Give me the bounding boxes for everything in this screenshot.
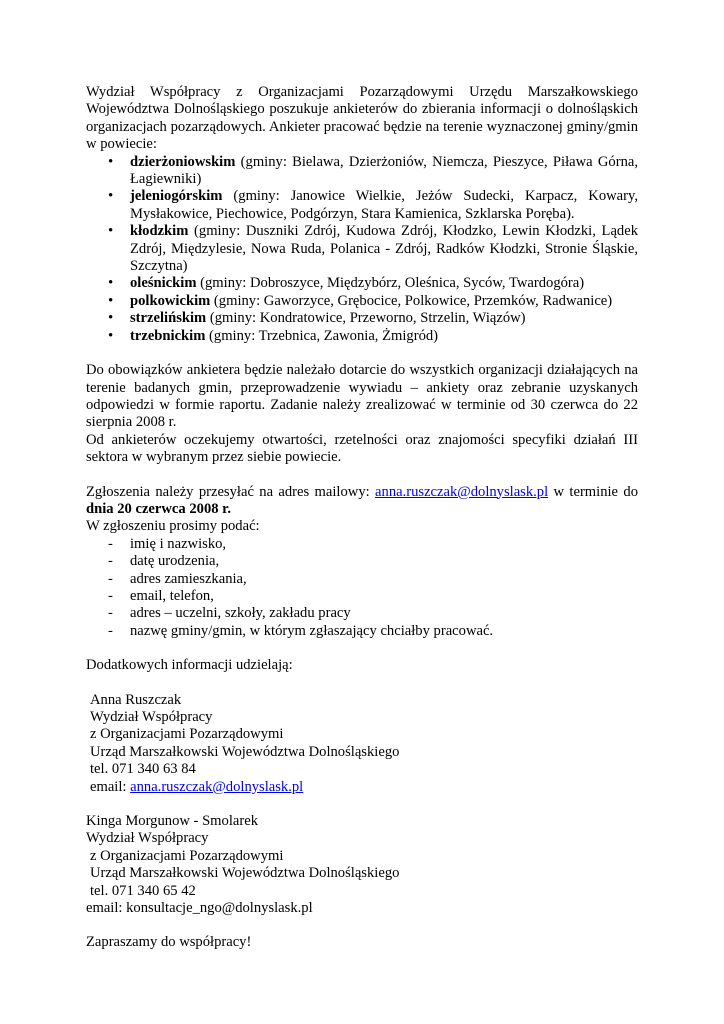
list-item: • dzierżoniowskim (gminy: Bielawa, Dzierżoniów, Niemcza, Pieszyce, Piława Górna, Łagiewniki) xyxy=(130,154,638,189)
list-item: - email, telefon, xyxy=(130,588,638,605)
contact-name: Kinga Morgunow - Smolarek xyxy=(86,813,258,830)
contact-office: Urząd Marszałkowski Województwa Dolnośląskiego xyxy=(90,865,400,882)
contact-office: Urząd Marszałkowski Województwa Dolnośląskiego xyxy=(90,743,400,760)
district-list xyxy=(86,154,638,345)
contact-phone: tel. 071 340 65 42 xyxy=(90,882,196,899)
list-item: - adres zamieszkania, xyxy=(130,571,638,588)
info-intro: Dodatkowych informacji udzielają: xyxy=(86,657,293,674)
contact-block-1 xyxy=(86,692,638,796)
list-item: • jeleniogórskim (gminy: Janowice Wielkie, Jeżów Sudecki, Karpacz, Kowary, Mysłakowice, Piechowice, Podgórzyn, Stara Kamienica, Szklarska Poręba). xyxy=(130,188,638,223)
contact-block-2 xyxy=(86,813,638,917)
expectations-paragraph: Od ankieterów oczekujemy otwartości, rzetelności oraz znajomości specyfiki działań III sektora w wybranym przez siebie powiecie. xyxy=(86,431,638,466)
list-item: - imię i nazwisko, xyxy=(130,536,638,553)
list-item: • strzelińskim (gminy: Kondratowice, Przeworno, Strzelin, Wiązów) xyxy=(130,310,638,327)
list-item: • kłodzkim (gminy: Duszniki Zdrój, Kudowa Zdrój, Kłodzko, Lewin Kłodzki, Lądek Zdrój, Międzylesie, Nowa Ruda, Polanica - Zdrój, Radków Kłodzki, Stronie Śląskie, Szczytna) xyxy=(130,223,638,275)
list-item: - adres – uczelni, szkoły, zakładu pracy xyxy=(130,605,638,622)
closing-line: Zapraszamy do współpracy! xyxy=(86,934,252,951)
intro-paragraph: Wydział Współpracy z Organizacjami Pozarządowymi Urzędu Marszałkowskiego Województwa Dolnośląskiego poszukuje ankieterów do zbierania informacji o dolnośląskich organizacjach pozarządowych. Ankieter pracować będzie na terenie wyznaczonej gminy/gmin w powiecie: xyxy=(86,84,638,153)
list-item: - datę urodzenia, xyxy=(130,553,638,570)
application-paragraph: Zgłoszenia należy przesyłać na adres mailowy: anna.ruszczak@dolnyslask.pl w terminie do dnia 20 czerwca 2008 r. xyxy=(86,483,638,517)
contact-dept: z Organizacjami Pozarządowymi xyxy=(90,847,284,864)
contact-dept: Wydział Współpracy xyxy=(90,709,213,725)
list-item: • oleśnickim (gminy: Dobroszyce, Międzybórz, Oleśnica, Syców, Twardogóra) xyxy=(130,275,638,292)
requirements-list xyxy=(86,536,638,640)
list-item: • polkowickim (gminy: Gaworzyce, Grębocice, Polkowice, Przemków, Radwanice) xyxy=(130,293,638,310)
application-email-link[interactable]: anna.ruszczak@dolnyslask.pl xyxy=(375,483,549,500)
contact-email: email: konsultacje_ngo@dolnyslask.pl xyxy=(86,900,313,917)
contact-name: Anna Ruszczak xyxy=(90,691,182,708)
requirements-intro: W zgłoszeniu prosimy podać: xyxy=(86,518,260,535)
contact-dept: Wydział Współpracy xyxy=(86,830,209,847)
contact-dept: z Organizacjami Pozarządowymi xyxy=(90,726,284,743)
list-item: • trzebnickim (gminy: Trzebnica, Zawonia, Żmigród) xyxy=(130,328,638,345)
contact-phone: tel. 071 340 63 84 xyxy=(90,761,196,778)
contact-email: email: anna.ruszczak@dolnyslask.pl xyxy=(90,778,304,795)
contact-email-link[interactable]: anna.ruszczak@dolnyslask.pl xyxy=(130,778,304,795)
deadline: dnia 20 czerwca 2008 r. xyxy=(86,500,231,517)
list-item: - nazwę gminy/gmin, w którym zgłaszający chciałby pracować. xyxy=(130,623,638,640)
duties-paragraph: Do obowiązków ankietera będzie należało dotarcie do wszystkich organizacji działających na terenie badanych gmin, przeprowadzenie wywiadu – ankiety oraz zebranie uzyskanych odpowiedzi w formie raportu. Zadanie należy zrealizować w terminie od 30 czerwca do 22 sierpnia 2008 r. xyxy=(86,362,638,431)
